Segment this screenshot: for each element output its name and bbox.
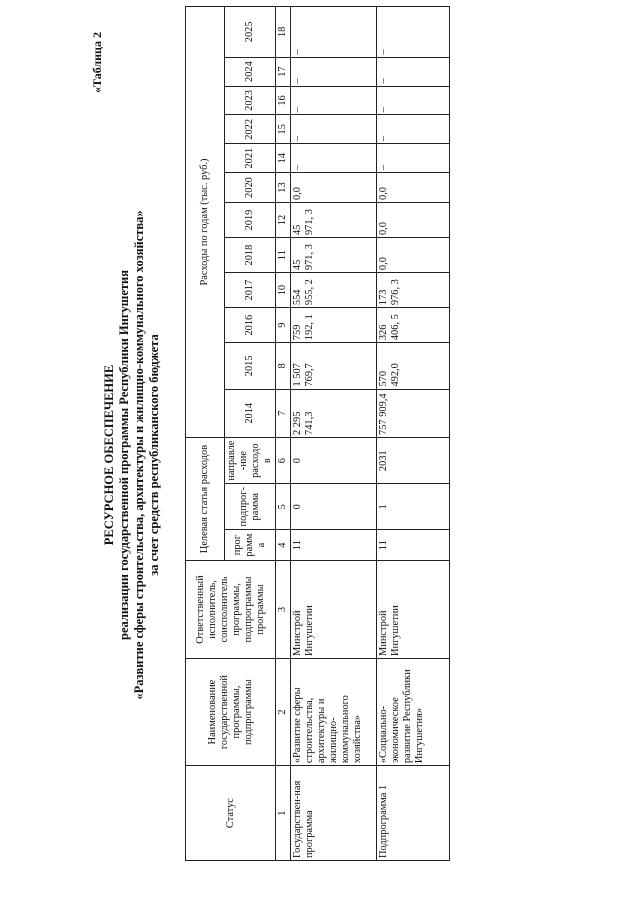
- year-header: 2020: [225, 173, 276, 203]
- row-subprogram: 1: [377, 484, 450, 530]
- year-header: 2022: [225, 115, 276, 144]
- row-value: 326 406, 5: [377, 308, 450, 343]
- column-number: 18: [276, 7, 291, 58]
- row-value: –: [377, 86, 450, 115]
- header-direction: направле -ние расходо в: [225, 437, 276, 483]
- row-value: 0,0: [377, 173, 450, 203]
- column-number: 10: [276, 273, 291, 308]
- row-value: 2 295 741,3: [291, 389, 377, 437]
- row-direction: 2031: [377, 437, 450, 483]
- column-number: 14: [276, 144, 291, 173]
- row-value: 0,0: [291, 173, 377, 203]
- row-value: –: [377, 144, 450, 173]
- column-number: 13: [276, 173, 291, 203]
- row-value: –: [291, 57, 377, 86]
- header-executor: Ответственный исполнитель, соисполнитель программы, подпрограммы программы: [186, 561, 276, 659]
- table-row: [377, 7, 450, 861]
- header-status: Статус: [186, 766, 276, 861]
- row-value: 173 976, 3: [377, 273, 450, 308]
- row-value: –: [291, 86, 377, 115]
- row-executor: Минстрой Ингушетии: [291, 561, 377, 659]
- table-row: [291, 7, 377, 861]
- column-number: 8: [276, 343, 291, 389]
- column-number: 16: [276, 86, 291, 115]
- row-value: 757 909,4: [377, 389, 450, 437]
- header-program: прог рамм а: [225, 530, 276, 561]
- column-number: 5: [276, 484, 291, 530]
- column-number: 12: [276, 202, 291, 237]
- row-program: 11: [377, 530, 450, 561]
- column-number: 15: [276, 115, 291, 144]
- title-line-4: за счет средств республиканского бюджета: [147, 334, 161, 576]
- row-program: 11: [291, 530, 377, 561]
- year-header: 2024: [225, 57, 276, 86]
- row-value: –: [291, 7, 377, 58]
- row-value: 45 971, 3: [291, 238, 377, 273]
- column-number: 17: [276, 57, 291, 86]
- row-status: Государствен-ная программа: [291, 766, 377, 861]
- row-subprogram: 0: [291, 484, 377, 530]
- column-number: 11: [276, 238, 291, 273]
- row-value: 0,0: [377, 202, 450, 237]
- column-number: 7: [276, 389, 291, 437]
- row-value: 1 507 769,7: [291, 343, 377, 389]
- header-target-article: Целевая статья расходов: [186, 437, 225, 560]
- row-name: «Социально-экономическое развитие Республики Ингушетия»: [377, 658, 450, 765]
- row-value: –: [291, 144, 377, 173]
- year-header: 2023: [225, 86, 276, 115]
- year-header: 2021: [225, 144, 276, 173]
- year-header: 2016: [225, 308, 276, 343]
- column-number: 6: [276, 437, 291, 483]
- table-number: «Таблица 2: [90, 32, 104, 93]
- row-value: 554 955, 2: [291, 273, 377, 308]
- title-line-1: РЕСУРСНОЕ ОБЕСПЕЧЕНИЕ: [102, 364, 116, 546]
- year-header: 2025: [225, 7, 276, 58]
- resource-table: [185, 6, 450, 861]
- row-value: –: [291, 115, 377, 144]
- column-number: 3: [276, 561, 291, 659]
- column-number: 9: [276, 308, 291, 343]
- header-name: Наименование государственной программы, подпрограммы: [186, 658, 276, 765]
- title-line-3: «Развитие сферы строительства, архитектуры и жилищно-коммунального хозяйства»: [132, 210, 146, 700]
- row-direction: 0: [291, 437, 377, 483]
- year-header: 2019: [225, 202, 276, 237]
- row-executor: Минстрой Ингушетии: [377, 561, 450, 659]
- year-header: 2018: [225, 238, 276, 273]
- year-header: 2017: [225, 273, 276, 308]
- header-subprogram: подпрог-рамма: [225, 484, 276, 530]
- column-number: 1: [276, 766, 291, 861]
- row-value: 45 971, 3: [291, 202, 377, 237]
- header-expenses: Расходы по годам (тыс. руб.): [186, 7, 225, 438]
- column-number: 2: [276, 658, 291, 765]
- title-line-2: реализации государственной программы Республики Ингушетия: [117, 270, 131, 640]
- row-value: 759 192, 1: [291, 308, 377, 343]
- row-name: «Развитие сферы строительства, архитектуры и жилищно-коммунального хозяйства»: [291, 658, 377, 765]
- row-status: Подпрограмма 1: [377, 766, 450, 861]
- row-value: 0,0: [377, 238, 450, 273]
- column-number: 4: [276, 530, 291, 561]
- year-header: 2014: [225, 389, 276, 437]
- row-value: –: [377, 57, 450, 86]
- row-value: 570 492,0: [377, 343, 450, 389]
- row-value: –: [377, 7, 450, 58]
- year-header: 2015: [225, 343, 276, 389]
- row-value: –: [377, 115, 450, 144]
